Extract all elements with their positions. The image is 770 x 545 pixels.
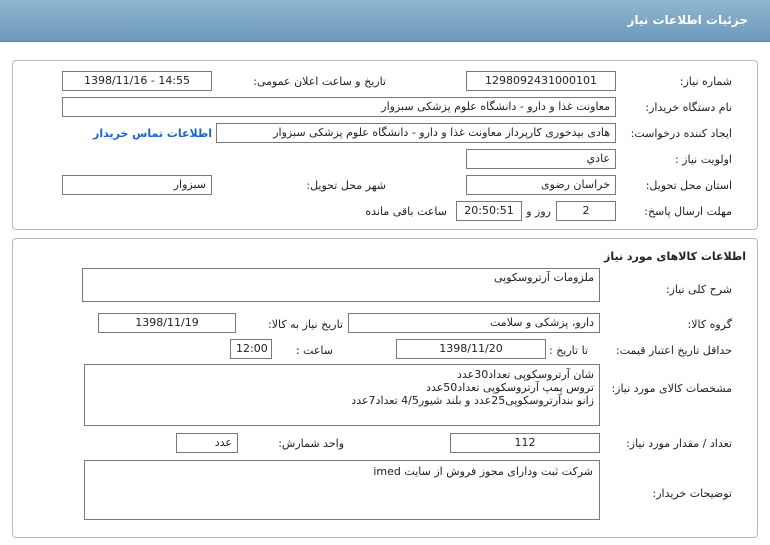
- city-label: شهر محل تحویل:: [306, 179, 386, 192]
- specs-line: زانو بندآرتروسکوپی25عدد و بلند شیور4/5 تعداد7عدد: [351, 394, 594, 407]
- quantity-label: تعداد / مقدار مورد نیاز:: [626, 437, 732, 450]
- price-validity-label: حداقل تاریخ اعتبار قیمت:: [616, 344, 732, 357]
- deadline-label: مهلت ارسال پاسخ:: [644, 205, 732, 218]
- validity-date-field[interactable]: 1398/11/20: [396, 339, 546, 359]
- specs-line: تروس پمپ آرتروسکوپی تعداد50عدد: [426, 381, 594, 394]
- need-number-field[interactable]: 1298092431000101: [466, 71, 616, 91]
- deadline-time-field[interactable]: 20:50:51: [456, 201, 522, 221]
- summary-field[interactable]: ملزومات آرتروسکوپی: [82, 268, 600, 302]
- requester-field[interactable]: هادی بیدخوری کارپرداز معاونت غذا و دارو - دانشگاه علوم پزشکی سبزوار: [216, 123, 616, 143]
- group-field[interactable]: دارو، پزشکی و سلامت: [348, 313, 600, 333]
- buyer-notes-field[interactable]: شرکت ثبت ودارای مجوز فروش از سایت imed: [84, 460, 600, 520]
- need-date-label: تاریخ نیاز به کالا:: [268, 318, 343, 331]
- buyer-notes-label: توضیحات خریدار:: [652, 487, 732, 500]
- specs-label: مشخصات کالای مورد نیاز:: [611, 382, 732, 395]
- validity-time-field[interactable]: 12:00: [230, 339, 272, 359]
- unit-label: واحد شمارش:: [278, 437, 344, 450]
- goods-section-title: اطلاعات کالاهای مورد نیاز: [604, 250, 746, 263]
- validity-time-label: ساعت :: [295, 344, 333, 357]
- unit-field[interactable]: عدد: [176, 433, 238, 453]
- need-number-label: شماره نیاز:: [679, 75, 732, 88]
- deadline-days-field[interactable]: 2: [556, 201, 616, 221]
- days-and-label: روز و: [526, 205, 551, 218]
- specs-line: شان آرتروسکوپی تعداد30عدد: [456, 368, 594, 381]
- quantity-field[interactable]: 112: [450, 433, 600, 453]
- remaining-label: ساعت باقی مانده: [365, 205, 447, 218]
- city-field[interactable]: سبزوار: [62, 175, 212, 195]
- group-label: گروه کالا:: [687, 318, 732, 331]
- page-header: [0, 0, 770, 42]
- specs-field[interactable]: [84, 364, 600, 426]
- buyer-field[interactable]: معاونت غذا و دارو - دانشگاه علوم پزشکی سبزوار: [62, 97, 616, 117]
- province-label: استان محل تحویل:: [645, 179, 732, 192]
- buyer-contact-link[interactable]: اطلاعات تماس خریدار: [92, 127, 212, 140]
- until-date-label: تا تاریخ :: [549, 344, 588, 357]
- buyer-label: نام دستگاه خریدار:: [645, 101, 732, 114]
- page-title: جزئیات اطلاعات نیاز: [627, 13, 748, 27]
- province-field[interactable]: خراسان رضوی: [466, 175, 616, 195]
- requester-label: ایجاد کننده درخواست:: [630, 127, 732, 140]
- priority-field[interactable]: عادي: [466, 149, 616, 169]
- priority-label: اولویت نیاز :: [674, 153, 732, 166]
- need-date-field[interactable]: 1398/11/19: [98, 313, 236, 333]
- summary-label: شرح کلی نیاز:: [665, 283, 732, 296]
- announce-date-label: تاریخ و ساعت اعلان عمومی:: [253, 75, 386, 88]
- announce-date-field[interactable]: 1398/11/16 - 14:55: [62, 71, 212, 91]
